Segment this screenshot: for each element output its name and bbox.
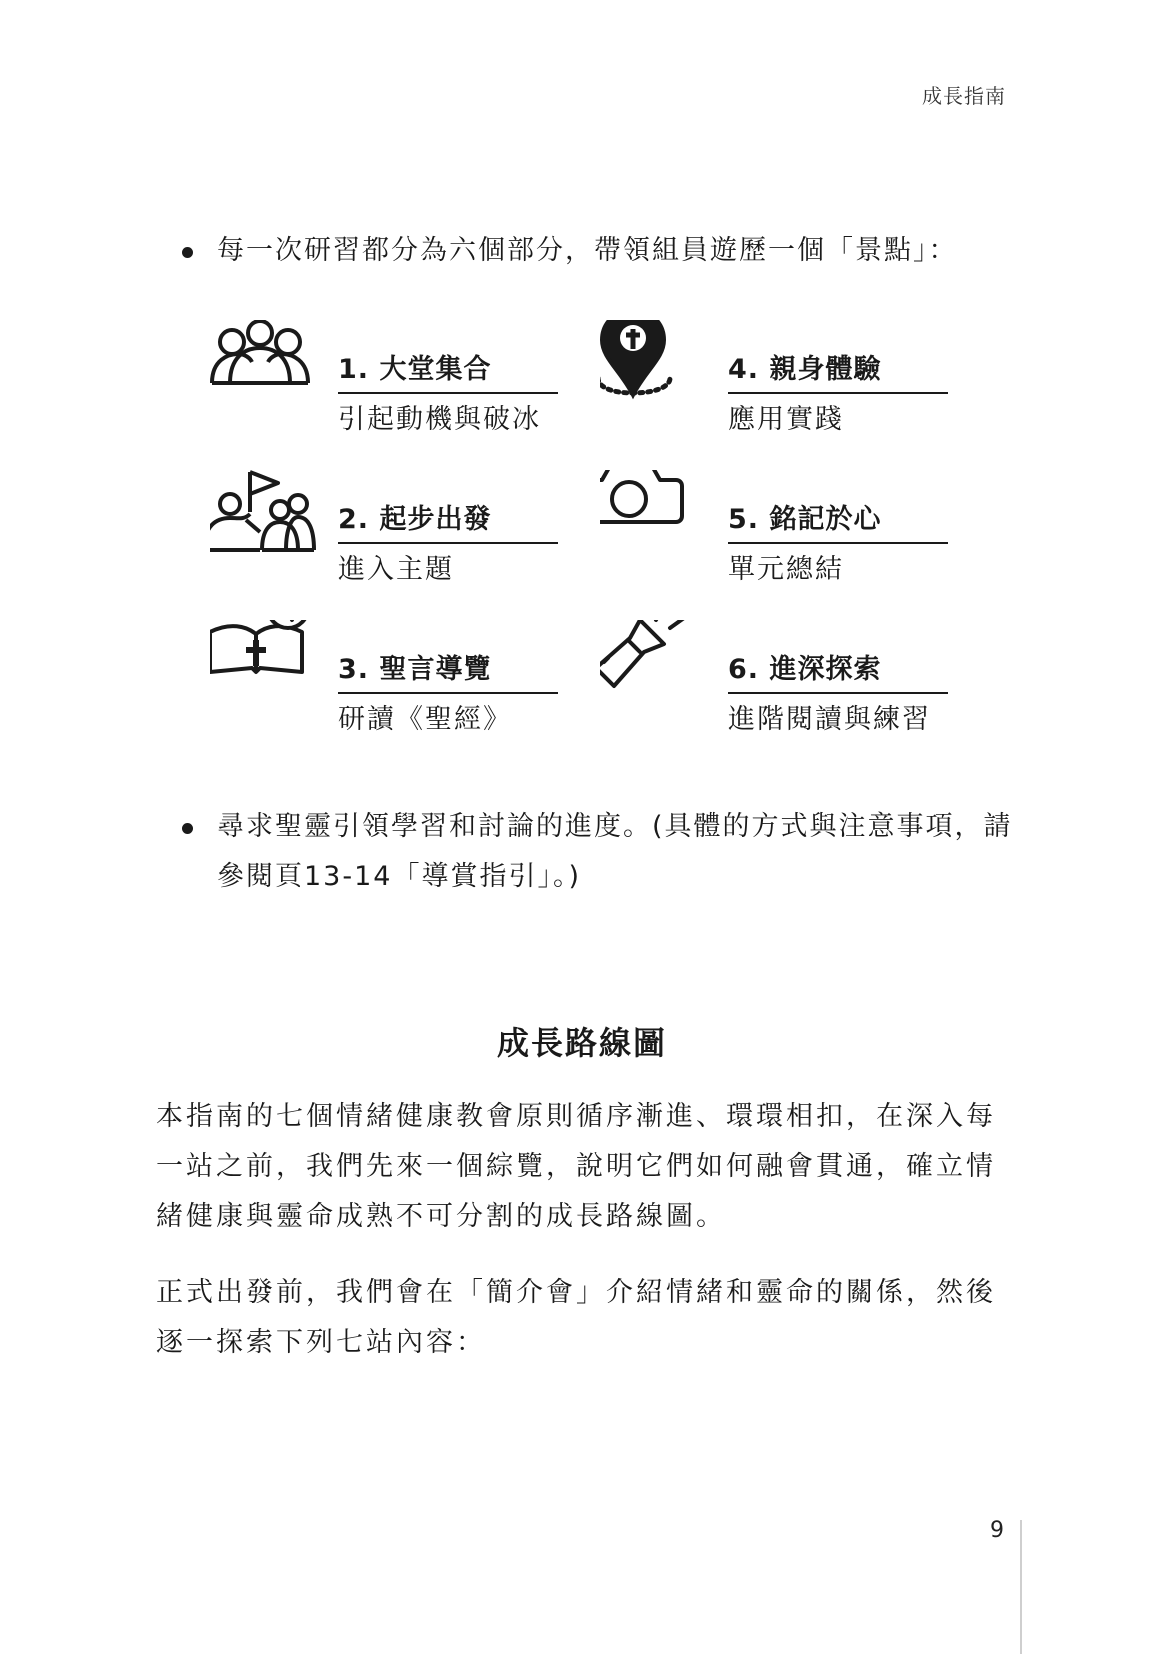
bullet-item: [182, 226, 1014, 276]
body-paragraph: 正式出發前，我們會在「簡介會」介紹情緒和靈命的關係，然後逐一探索下列七站內容：: [156, 1277, 996, 1358]
bullet-dot: [182, 823, 193, 834]
step-item: [600, 320, 1020, 450]
step-subtitle: 引起動機與破冰: [338, 404, 541, 435]
page-edge-rule: [1020, 1520, 1022, 1654]
step-item: [210, 320, 630, 450]
step-title: 3. 聖言導覽: [338, 650, 558, 694]
running-head: 成長指南: [922, 84, 1006, 108]
step-title: 1. 大堂集合: [338, 350, 558, 394]
step-subtitle: 應用實踐: [728, 404, 844, 435]
body-paragraph: 本指南的七個情緒健康教會原則循序漸進、環環相扣，在深入每一站之前，我們先來一個綜覽，說明它們如何融會貫通，確立情緒健康與靈命成熟不可分割的成長路線圖。: [156, 1101, 996, 1232]
page-number: 9: [990, 1518, 1004, 1543]
guide-flag-icon: [210, 470, 330, 590]
step-title: 5. 銘記於心: [728, 500, 948, 544]
step-title: 4. 親身體驗: [728, 350, 948, 394]
step-item: [210, 470, 630, 600]
bullet-text: 每一次研習都分為六個部分，帶領組員遊歷一個「景點」：: [217, 235, 958, 266]
bullet-item: [182, 802, 1014, 902]
step-item: [600, 620, 1020, 750]
bullet-text: 尋求聖靈引領學習和討論的進度。(具體的方式與注意事項，請參閱頁13-14「導賞指引」。): [217, 811, 1013, 892]
step-title: 2. 起步出發: [338, 500, 558, 544]
step-subtitle: 單元總結: [728, 554, 844, 585]
step-item: [210, 620, 630, 750]
people-group-icon: [210, 320, 330, 440]
bullet-dot: [182, 247, 193, 258]
step-subtitle: 進入主題: [338, 554, 454, 585]
section-title: 成長路線圖: [496, 1024, 667, 1062]
camera-icon: [600, 470, 720, 590]
step-subtitle: 進階閱讀與練習: [728, 704, 931, 735]
location-pin-icon: [600, 320, 720, 440]
step-title: 6. 進深探索: [728, 650, 948, 694]
bible-compass-icon: [210, 620, 330, 740]
flashlight-icon: [600, 620, 720, 740]
step-item: [600, 470, 1020, 600]
step-subtitle: 研讀《聖經》: [338, 704, 512, 735]
